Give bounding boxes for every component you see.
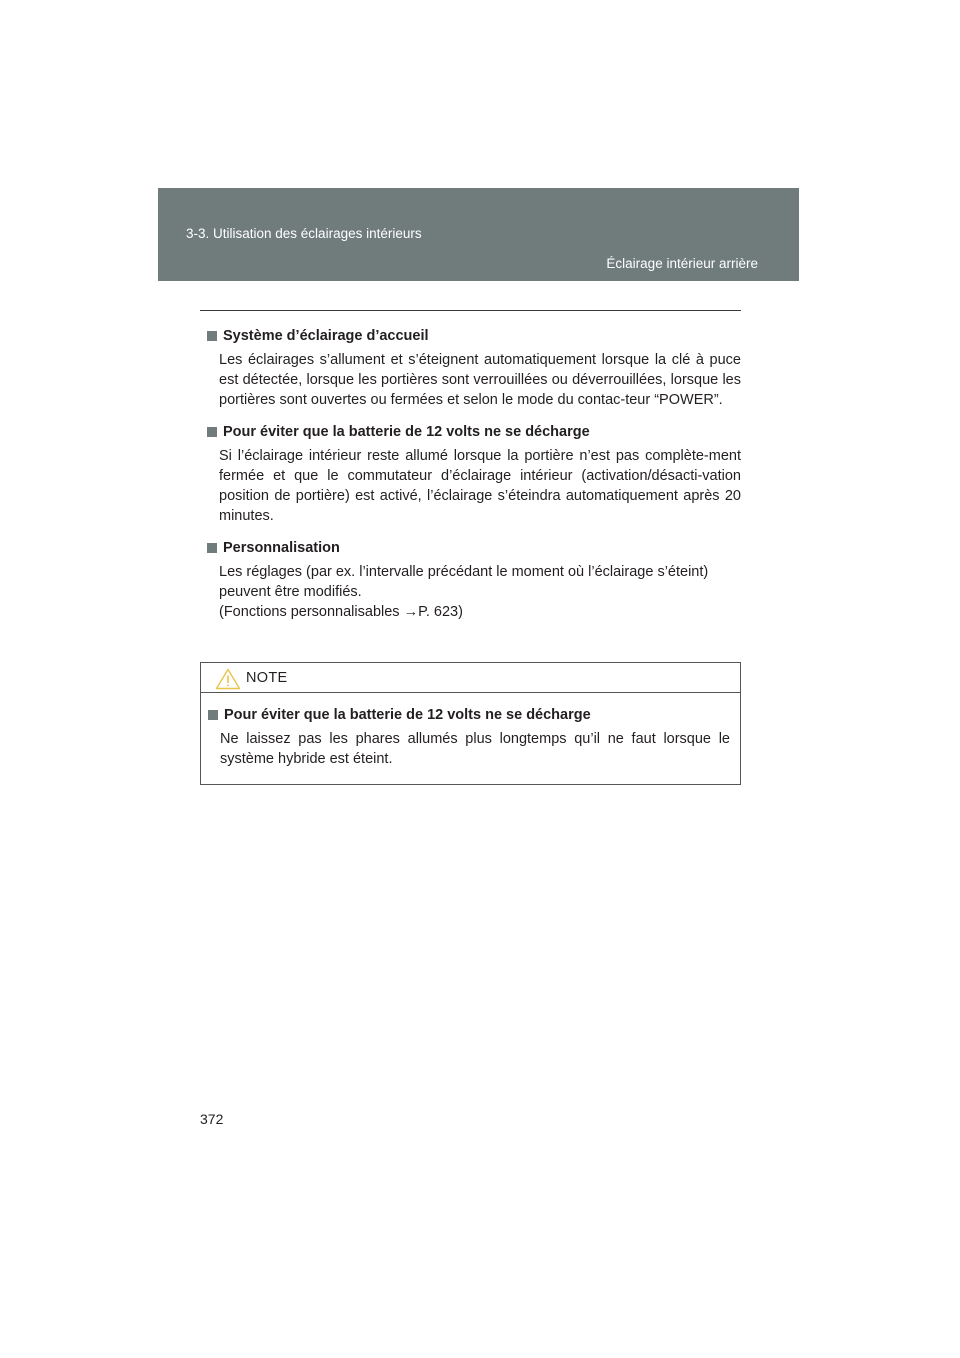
item-body: Les éclairages s’allument et s’éteignent automatiquement lorsque la clé à puce est détectée, lorsque les portières sont verrouillées ou déverrouillées, lorsque les portières sont ouvertes ou fermées et selon le mode du contac-teur “POWER”. — [219, 352, 741, 408]
warning-triangle-icon — [215, 668, 241, 690]
square-bullet-icon — [207, 427, 217, 437]
cross-reference[interactable]: (Fonctions personnalisables →P. 623) — [219, 604, 463, 620]
square-bullet-icon — [207, 331, 217, 341]
note-box — [200, 662, 741, 785]
square-bullet-icon — [208, 710, 218, 720]
item-body-line: Les réglages (par ex. l’intervalle précédant le moment où l’éclairage s’éteint) peuvent être modifiés. — [219, 564, 709, 600]
item-heading: Système d’éclairage d’accueil — [223, 328, 429, 344]
note-content — [201, 693, 740, 769]
page-title: Éclairage intérieur arrière — [606, 256, 758, 271]
list-item — [200, 538, 741, 622]
item-heading: Pour éviter que la batterie de 12 volts ne se décharge — [223, 424, 590, 440]
note-label: NOTE — [246, 670, 288, 686]
section-title: 3-3. Utilisation des éclairages intérieurs — [186, 226, 422, 241]
list-item — [200, 326, 741, 410]
page-header — [158, 188, 799, 281]
note-heading: Pour éviter que la batterie de 12 volts ne se décharge — [224, 707, 591, 723]
page-number: 372 — [200, 1111, 224, 1127]
item-heading: Personnalisation — [223, 540, 340, 556]
main-content — [200, 326, 741, 634]
item-body: Si l’éclairage intérieur reste allumé lorsque la portière n’est pas complète-ment fermée et que le commutateur d’éclairage intérieur (activation/désacti-vation position de portière) est activé, l’éclairage s’éteindra automatiquement après 20 minutes. — [219, 448, 741, 524]
square-bullet-icon — [207, 543, 217, 553]
note-header — [201, 663, 740, 693]
item-body — [219, 562, 741, 622]
note-body: Ne laissez pas les phares allumés plus longtemps qu’il ne faut lorsque le système hybride est éteint. — [220, 731, 730, 767]
divider — [200, 310, 741, 311]
list-item — [200, 422, 741, 526]
